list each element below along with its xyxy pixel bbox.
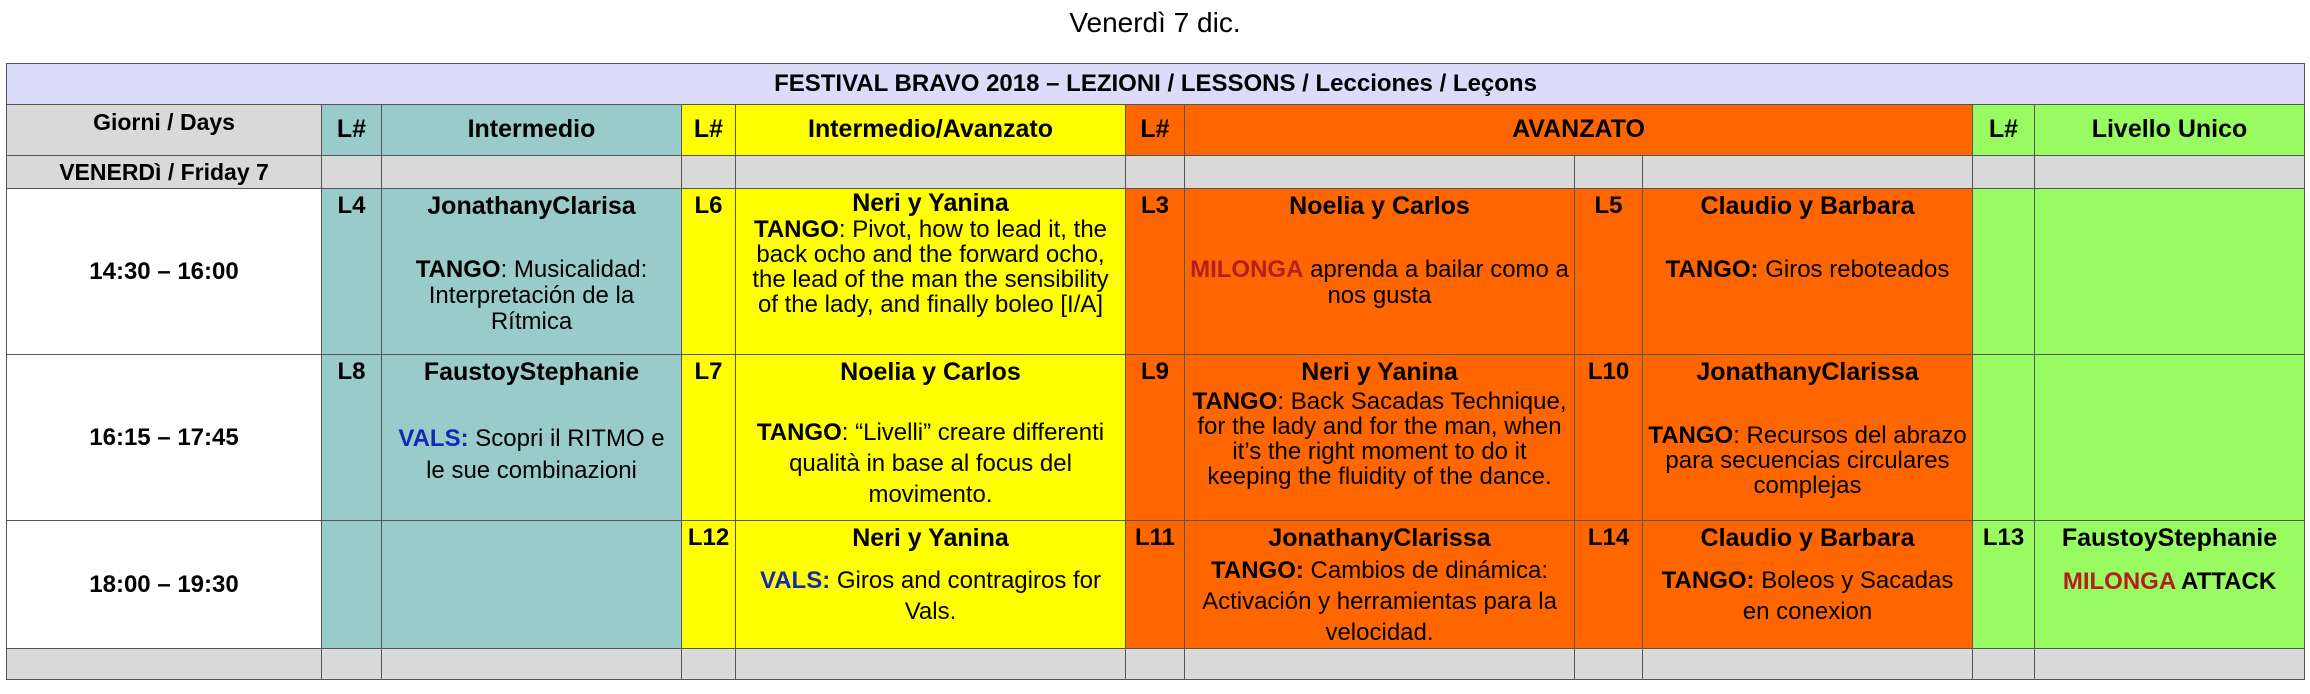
teacher-name: Claudio y Barbara (1700, 192, 1915, 220)
lnum-header: L# (1973, 105, 2035, 156)
table-row (7, 355, 2305, 521)
lesson-cell (2035, 521, 2305, 649)
lesson-number: L8 (322, 355, 382, 521)
lesson-number: L7 (682, 355, 736, 521)
lnum-header: L# (682, 105, 736, 156)
lesson-number (1973, 189, 2035, 355)
lesson-number: L10 (1575, 355, 1643, 521)
lesson-description: Boleos y Sacadas en conexion (1742, 567, 1954, 625)
lesson-cell (1185, 355, 1575, 521)
lesson-cell (382, 521, 682, 649)
lesson-description: : Pivot, how to lead it, the back ocho and the forward ocho, the lead of the man the sensibility of the lady, and finally boleo [I/A] (752, 216, 1109, 318)
dance-style: VALS: (398, 425, 469, 452)
lesson-cell (736, 189, 1126, 355)
lessons-table (6, 63, 2305, 680)
lesson-number: L3 (1126, 189, 1185, 355)
lesson-number (1973, 355, 2035, 521)
table-title: FESTIVAL BRAVO 2018 – LEZIONI / LESSONS / Lecciones / Leçons (7, 64, 2305, 105)
lesson-number: L5 (1575, 189, 1643, 355)
teacher-name: Noelia y Carlos (1289, 192, 1470, 220)
inter-avanzato-header: Intermedio/Avanzato (736, 105, 1126, 156)
teacher-name: FaustoyStephanie (2061, 524, 2278, 552)
lesson-number: L4 (322, 189, 382, 355)
lesson-cell (1643, 521, 1973, 649)
teacher-name: Claudio y Barbara (1700, 524, 1915, 552)
time-slot: 18:00 – 19:30 (7, 521, 322, 649)
time-slot: 14:30 – 16:00 (7, 189, 322, 355)
lesson-description: : Recursos del abrazo para secuencias circulares complejas (1665, 422, 1967, 499)
lesson-number (322, 521, 382, 649)
dance-style: TANGO (1192, 388, 1278, 415)
dance-style: VALS: (759, 567, 831, 594)
lesson-number: L6 (682, 189, 736, 355)
lesson-number: L12 (682, 521, 736, 649)
lesson-number: L13 (1973, 521, 2035, 649)
lesson-description: Cambios de dinámica: Activación y herramientas para la velocidad. (1202, 557, 1557, 646)
lesson-cell (1185, 189, 1575, 355)
lesson-cell (2035, 189, 2305, 355)
dance-style: TANGO: (1665, 256, 1759, 283)
table-row (7, 189, 2305, 355)
dance-style: TANGO: (1211, 557, 1304, 584)
lesson-number: L14 (1575, 521, 1643, 649)
dance-style: TANGO (753, 216, 839, 243)
teacher-name: Noelia y Carlos (840, 358, 1021, 386)
dance-style: TANGO: (1661, 567, 1755, 594)
dance-style: MILONGA (1190, 256, 1304, 283)
dance-style: TANGO (1648, 422, 1734, 449)
lesson-cell (736, 355, 1126, 521)
lesson-description: : “Livelli” creare differenti qualità in base al focus del movimento. (789, 419, 1105, 508)
table-row (7, 521, 2305, 649)
lesson-description: ATTACK (2175, 568, 2277, 595)
page-title: Venerdì 7 dic. (1069, 7, 1241, 38)
time-slot: 16:15 – 17:45 (7, 355, 322, 521)
teacher-name: Neri y Yanina (1301, 358, 1458, 386)
intermedio-header: Intermedio (382, 105, 682, 156)
lesson-description: Giros reboteados (1758, 256, 1950, 283)
lesson-description: aprenda a bailar como a nos gusta (1303, 256, 1569, 309)
teacher-name: Neri y Yanina (852, 189, 1009, 217)
lesson-description: : Musicalidad: Interpretación de la Rítmica (428, 256, 648, 335)
lesson-cell (382, 355, 682, 521)
lesson-cell (1643, 355, 1973, 521)
days-header: Giorni / Days (7, 105, 322, 156)
teacher-name: Neri y Yanina (852, 524, 1009, 552)
lesson-number: L11 (1126, 521, 1185, 649)
teacher-name: JonathanyClarissa (1696, 358, 1919, 386)
lesson-description: Scopri il RITMO e le sue combinazioni (426, 425, 665, 484)
lesson-cell (2035, 355, 2305, 521)
lesson-number: L9 (1126, 355, 1185, 521)
dance-style: MILONGA (2062, 568, 2176, 595)
teacher-name: FaustoyStephanie (423, 358, 640, 386)
lnum-header: L# (1126, 105, 1185, 156)
lnum-header: L# (322, 105, 382, 156)
lesson-cell (736, 521, 1126, 649)
day-label: VENERDì / Friday 7 (7, 156, 322, 189)
lesson-cell (382, 189, 682, 355)
lesson-cell (1643, 189, 1973, 355)
dance-style: TANGO (415, 256, 501, 283)
lesson-description: : Back Sacadas Technique, for the lady and for the man, when it’s the right moment to do it keeping the fluidity of the dance. (1197, 388, 1567, 490)
livello-unico-header: Livello Unico (2035, 105, 2305, 156)
avanzato-header: AVANZATO (1185, 105, 1973, 156)
lesson-description: Giros and contragiros for Vals. (830, 567, 1101, 625)
dance-style: TANGO (756, 419, 842, 446)
teacher-name: JonathanyClarissa (1268, 524, 1491, 552)
lesson-cell (1185, 521, 1575, 649)
teacher-name: JonathanyClarisa (427, 192, 636, 220)
